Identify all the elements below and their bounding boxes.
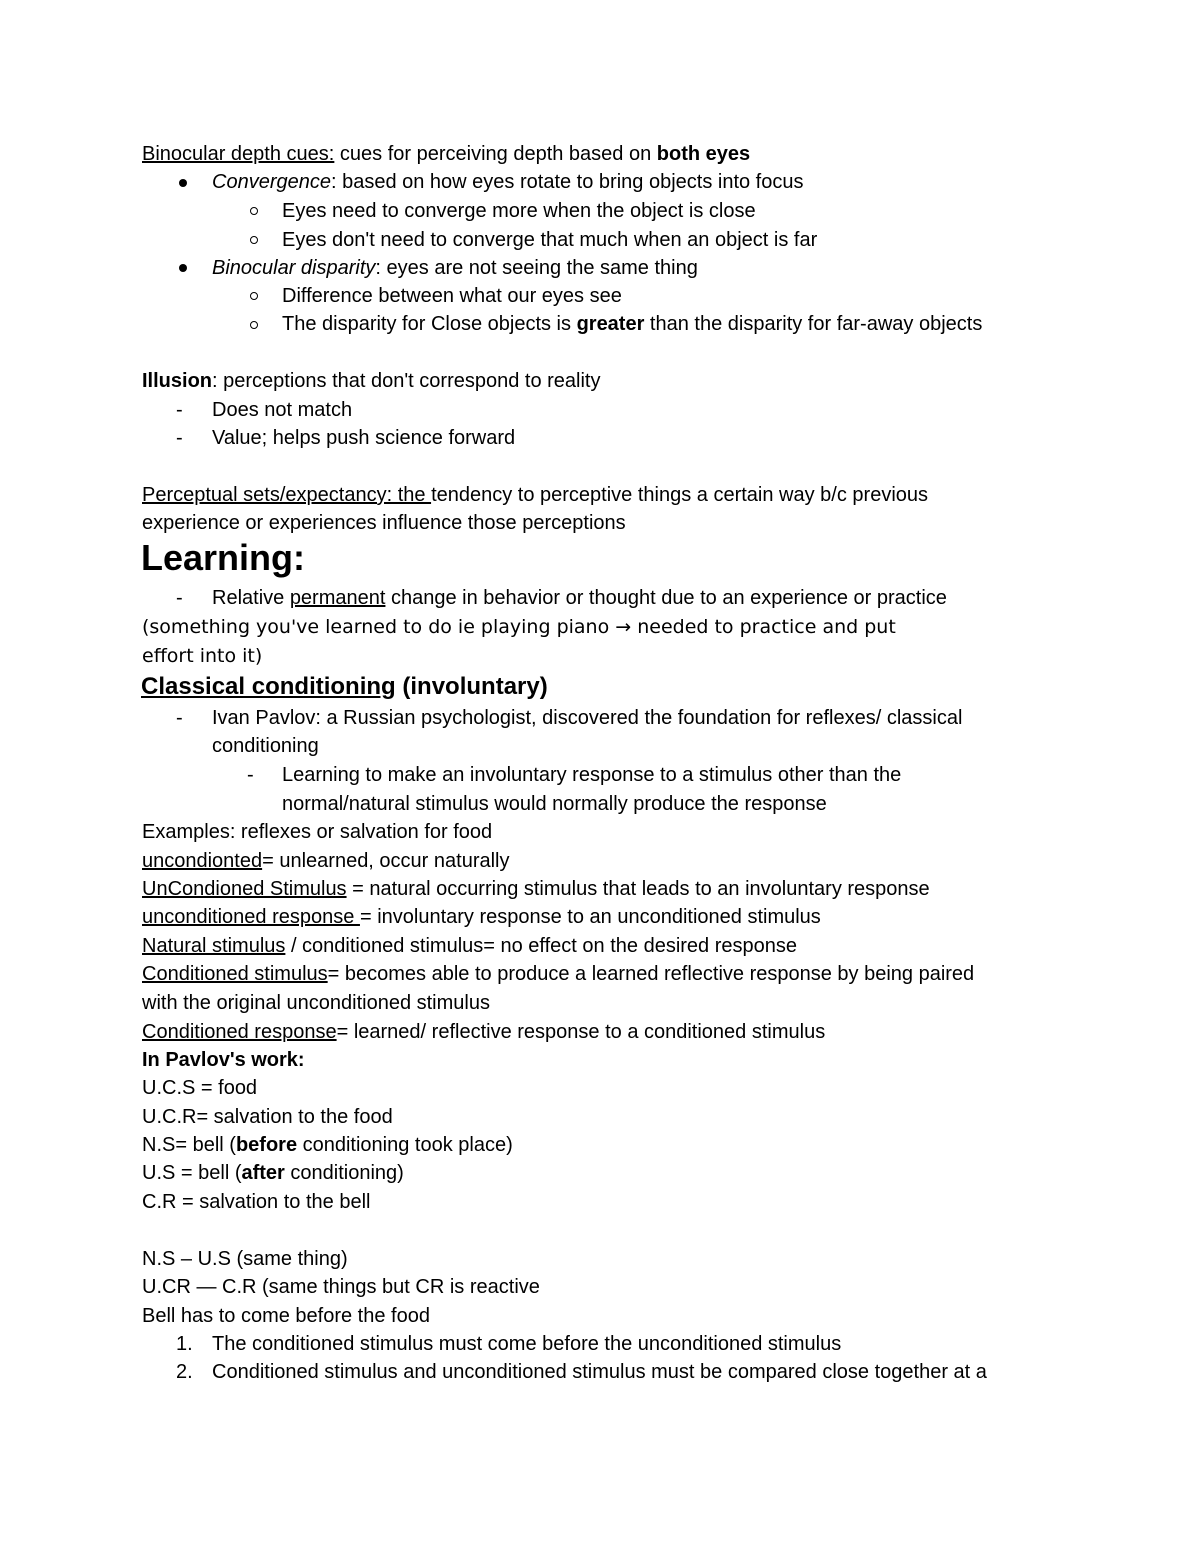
binocular-intro-bold: both eyes [656,143,751,165]
definition-1 [142,849,509,873]
definition-5-text: = becomes able to produce a learned reflective response by being paired [327,963,975,985]
list-number-2: 2. [176,1361,193,1383]
illusion-item2: Value; helps push science forward [212,427,516,449]
pavlov-us [142,1161,404,1185]
summary-item1: The conditioned stimulus must come before the unconditioned stimulus [212,1333,842,1355]
definition-4-term: Natural stimulus [142,935,286,957]
classical-heading-underlined: Classical conditioning [141,673,396,700]
pavlov-us-a: U.S = bell ( [142,1162,242,1184]
dash-icon: - [247,764,254,786]
dash-icon: - [176,707,183,729]
definition-2-term: UnCondioned Stimulus [142,878,347,900]
perceptual-line2: experience or experiences influence those perceptions [142,512,626,534]
learning-item-a: Relative [212,587,290,609]
bullet-dot-icon [179,264,187,272]
definition-6-text: = learned/ reflective response to a conditioned stimulus [336,1021,826,1043]
examples-line: Examples: reflexes or salvation for food [142,821,493,843]
illusion-line [142,369,601,393]
list-number-1: 1. [176,1333,193,1355]
learning-note-line1: (something you've learned to do ie playing piano → needed to practice and put [142,616,896,638]
binocular-heading: Binocular depth cues: [142,143,335,165]
perceptual-line1-rest: tendency to perceptive things a certain way b/c previous [431,484,929,506]
pavlov-us-bold: after [241,1162,285,1184]
learning-item-b: change in behavior or thought due to an experience or practice [385,587,947,609]
definition-6-term: Conditioned response [142,1021,337,1043]
convergence-sub1: Eyes need to converge more when the object is close [282,200,756,222]
pavlov-us-b: conditioning) [284,1162,404,1184]
definition-3 [142,905,821,929]
disparity-term: Binocular disparity [212,257,376,279]
definition-5 [142,962,974,986]
dash-icon: - [176,587,183,609]
summary-line1: N.S – U.S (same thing) [142,1248,348,1270]
definition-1-term: uncondionted [142,850,263,872]
disparity-sub2 [282,312,982,336]
pavlov-ns [142,1133,513,1157]
convergence-sub2: Eyes don't need to converge that much when an object is far [282,229,818,251]
pavlov-ucr: U.C.R= salvation to the food [142,1106,393,1128]
definition-4 [142,934,797,958]
pavlov-work-heading: In Pavlov's work: [142,1049,305,1071]
illusion-item1: Does not match [212,399,353,421]
disparity-sub2-a: The disparity for Close objects is [282,313,577,335]
definition-4-text: / conditioned stimulus= no effect on the desired response [285,935,798,957]
dash-icon: - [176,427,183,449]
perceptual-term: Perceptual sets/expectancy: the [142,484,432,506]
summary-line3: Bell has to come before the food [142,1305,430,1327]
learning-item [212,586,947,610]
classical-heading-rest: (involuntary) [395,673,548,700]
disparity-sub2-bold: greater [576,313,645,335]
definition-2-text: = natural occurring stimulus that leads to an involuntary response [346,878,930,900]
pavlov-ns-b: conditioning took place) [297,1134,513,1156]
binocular-line [142,142,750,166]
illusion-term: Illusion [142,370,212,392]
learning-heading: Learning: [141,537,306,578]
bullet-circle-icon [250,321,258,329]
learning-item-underlined: permanent [289,587,386,609]
disparity-text: : eyes are not seeing the same thing [375,257,698,279]
convergence-term: Convergence [212,171,331,193]
pavlov-line2: conditioning [212,735,319,757]
definition-5-line2: with the original unconditioned stimulus [142,992,490,1014]
pavlov-ucs: U.C.S = food [142,1077,258,1099]
summary-line2: U.CR — C.R (same things but CR is reactive [142,1276,540,1298]
classical-heading [141,672,548,702]
pavlov-sub-line2: normal/natural stimulus would normally produce the response [282,793,827,815]
perceptual-line1 [142,483,928,507]
pavlov-sub-line1: Learning to make an involuntary response to a stimulus other than the [282,764,902,786]
definition-2 [142,877,930,901]
definition-3-text: = involuntary response to an unconditioned stimulus [359,906,821,928]
definition-5-term: Conditioned stimulus [142,963,328,985]
learning-note-line2: effort into it) [142,645,263,667]
pavlov-ns-a: N.S= bell ( [142,1134,236,1156]
summary-item2: Conditioned stimulus and unconditioned stimulus must be compared close together at a [212,1361,987,1383]
disparity-sub1: Difference between what our eyes see [282,285,622,307]
definition-6 [142,1020,825,1044]
pavlov-cr: C.R = salvation to the bell [142,1191,371,1213]
definition-1-text: = unlearned, occur naturally [262,850,510,872]
bullet-circle-icon [250,236,258,244]
pavlov-ns-bold: before [235,1134,298,1156]
pavlov-line1: Ivan Pavlov: a Russian psychologist, discovered the foundation for reflexes/ classical [212,707,963,729]
dash-icon: - [176,399,183,421]
convergence-text: : based on how eyes rotate to bring objects into focus [330,171,804,193]
convergence-item [212,170,803,194]
bullet-circle-icon [250,292,258,300]
bullet-circle-icon [250,207,258,215]
disparity-sub2-b: than the disparity for far-away objects [644,313,983,335]
definition-3-term: unconditioned response [142,906,360,928]
illusion-text: : perceptions that don't correspond to reality [212,370,601,392]
binocular-intro: cues for perceiving depth based on [334,143,657,165]
disparity-item [212,256,698,280]
bullet-dot-icon [179,179,187,187]
